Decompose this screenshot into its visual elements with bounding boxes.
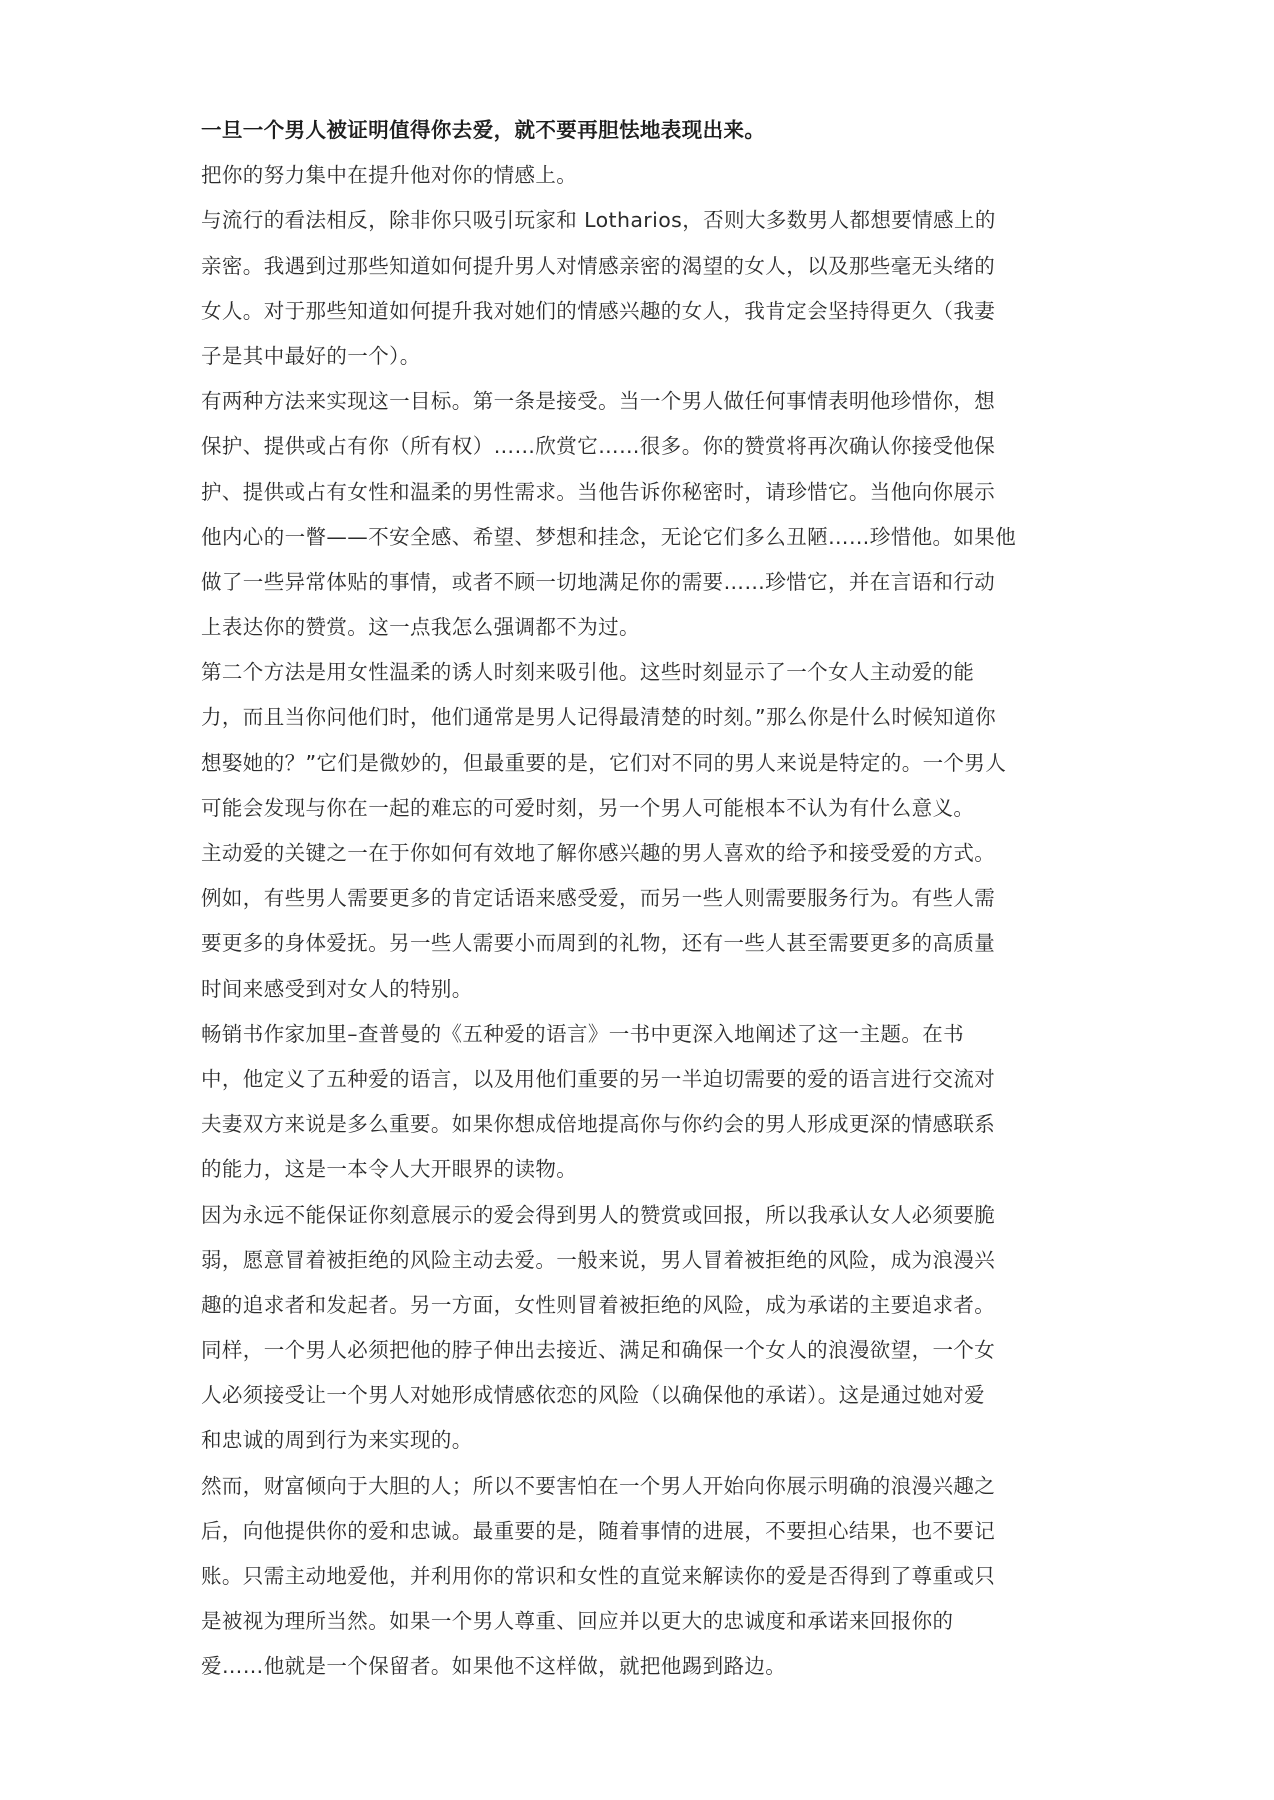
text-line: 的能力，这是一本令人大开眼界的读物。 xyxy=(201,1157,578,1182)
text-line: 他内心的一瞥——不安全感、希望、梦想和挂念，无论它们多么丑陋……珍惜他。如果他 xyxy=(201,524,1017,549)
text-line: 上表达你的赞赏。这一点我怎么强调都不为过。 xyxy=(201,615,640,640)
text-line: 亲密。我遇到过那些知道如何提升男人对情感亲密的渴望的女人，以及那些毫无头绪的 xyxy=(201,253,996,278)
text-line: 要更多的身体爱抚。另一些人需要小而周到的礼物，还有一些人甚至需要更多的高质量 xyxy=(201,931,996,956)
text-line: 趣的追求者和发起者。另一方面，女性则冒着被拒绝的风险，成为承诺的主要追求者。 xyxy=(201,1292,996,1317)
text-line: 把你的努力集中在提升他对你的情感上。 xyxy=(201,163,578,188)
text-line: 同样，一个男人必须把他的脖子伸出去接近、满足和确保一个女人的浪漫欲望，一个女 xyxy=(201,1338,996,1363)
text-line: 是被视为理所当然。如果一个男人尊重、回应并以更大的忠诚度和承诺来回报你的 xyxy=(201,1609,954,1634)
text-line: 中，他定义了五种爱的语言，以及用他们重要的另一半迫切需要的爱的语言进行交流对 xyxy=(201,1066,996,1091)
text-line: 保护、提供或占有你（所有权）……欣赏它……很多。你的赞赏将再次确认你接受他保 xyxy=(201,434,996,459)
text-line: 做了一些异常体贴的事情，或者不顾一切地满足你的需要……珍惜它，并在言语和行动 xyxy=(201,569,996,594)
text-line: 第二个方法是用女性温柔的诱人时刻来吸引他。这些时刻显示了一个女人主动爱的能 xyxy=(201,660,975,685)
text-line: 和忠诚的周到行为来实现的。 xyxy=(201,1428,473,1453)
text-line: 夫妻双方来说是多么重要。如果你想成倍地提高你与你约会的男人形成更深的情感联系 xyxy=(201,1112,996,1137)
article-heading: 一旦一个男人被证明值得你去爱，就不要再胆怯地表现出来。 xyxy=(201,118,766,142)
text-line: 例如，有些男人需要更多的肯定话语来感受爱，而另一些人则需要服务行为。有些人需 xyxy=(201,886,996,911)
text-line: 护、提供或占有女性和温柔的男性需求。当他告诉你秘密时，请珍惜它。当他向你展示 xyxy=(201,479,996,504)
text-line: 可能会发现与你在一起的难忘的可爱时刻，另一个男人可能根本不认为有什么意义。 xyxy=(201,795,975,820)
text-line: 女人。对于那些知道如何提升我对她们的情感兴趣的女人，我肯定会坚持得更久（我妻 xyxy=(201,298,996,323)
document-page xyxy=(201,108,1081,1690)
text-line: 有两种方法来实现这一目标。第一条是接受。当一个男人做任何事情表明他珍惜你，想 xyxy=(201,389,996,414)
text-line: 时间来感受到对女人的特别。 xyxy=(201,976,473,1001)
text-line: 力，而且当你问他们时，他们通常是男人记得最清楚的时刻。”那么你是什么时候知道你 xyxy=(201,705,996,730)
text-line: 账。只需主动地爱他，并利用你的常识和女性的直觉来解读你的爱是否得到了尊重或只 xyxy=(201,1564,996,1588)
text-line: 想娶她的？”它们是微妙的，但最重要的是，它们对不同的男人来说是特定的。一个男人 xyxy=(201,750,1007,775)
text-line: 后，向他提供你的爱和忠诚。最重要的是，随着事情的进展，不要担心结果，也不要记 xyxy=(201,1518,996,1543)
text-line: 然而，财富倾向于大胆的人；所以不要害怕在一个男人开始向你展示明确的浪漫兴趣之 xyxy=(201,1473,996,1498)
text-line: 弱，愿意冒着被拒绝的风险主动去爱。一般来说，男人冒着被拒绝的风险，成为浪漫兴 xyxy=(201,1247,996,1272)
text-line: 与流行的看法相反，除非你只吸引玩家和 Lotharios，否则大多数男人都想要情感上的 xyxy=(201,208,996,233)
text-line: 畅销书作家加里–查普曼的《五种爱的语言》一书中更深入地阐述了这一主题。在书 xyxy=(201,1021,965,1046)
text-line: 子是其中最好的一个）。 xyxy=(201,343,421,368)
text-line: 主动爱的关键之一在于你如何有效地了解你感兴趣的男人喜欢的给予和接受爱的方式。 xyxy=(201,841,996,865)
text-line: 人必须接受让一个男人对她形成情感依恋的风险（以确保他的承诺）。这是通过她对爱 xyxy=(201,1383,985,1408)
text-line: 因为永远不能保证你刻意展示的爱会得到男人的赞赏或回报，所以我承认女人必须要脆 xyxy=(201,1202,996,1227)
text-line: 爱……他就是一个保留者。如果他不这样做，就把他踢到路边。 xyxy=(201,1654,787,1679)
